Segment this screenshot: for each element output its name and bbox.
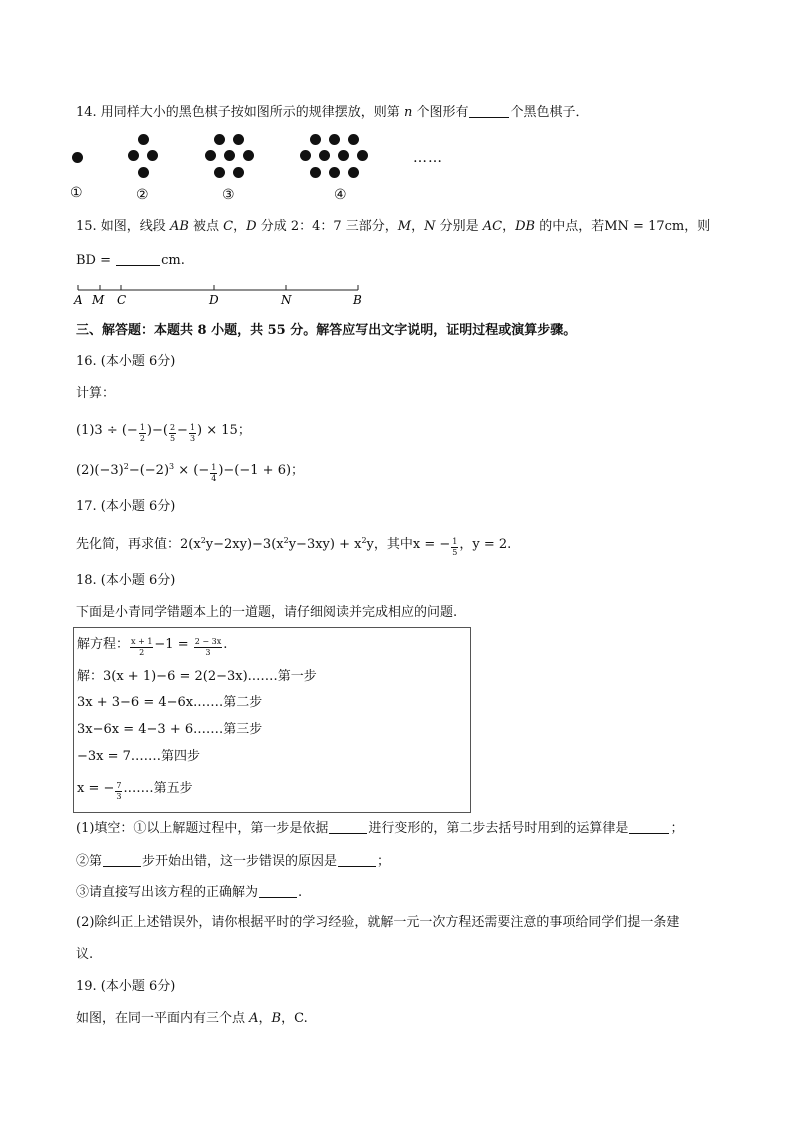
chess-piece: [233, 167, 244, 178]
q18-blank-law[interactable]: [629, 821, 669, 834]
chess-piece: [319, 150, 330, 161]
q15-unit: cm.: [161, 253, 185, 268]
q15-n: N: [424, 219, 436, 234]
q19-point-b: B: [271, 1011, 282, 1026]
q18-step1: 解：3(x + 1)−6 = 2(2−3x).……第一步: [77, 669, 317, 684]
fraction: [189, 423, 196, 444]
q18-blank-basis[interactable]: [329, 821, 367, 834]
q16-p2-b: −(−2): [128, 463, 170, 478]
q19-b: ，C.: [281, 1011, 308, 1026]
fraction-denominator: 4: [211, 474, 217, 483]
q18-sub1-a: (1)填空：①以上解题过程中，第一步是依据: [76, 821, 329, 836]
point-label-n: N: [281, 293, 292, 307]
q18-blank-reason[interactable]: [338, 854, 376, 867]
chess-piece: [310, 167, 321, 178]
q16-p2-a: (2)(−3): [76, 463, 124, 478]
q17-d: y，其中x = −: [366, 537, 451, 552]
q18-title: 18. (本小题 6分): [76, 573, 176, 588]
fraction-numerator: 1: [452, 537, 458, 546]
fraction-numerator: 1: [189, 423, 196, 432]
point-label-m: M: [92, 293, 105, 307]
q19-title: 19. (本小题 6分): [76, 979, 176, 994]
q14-var: n: [403, 105, 413, 120]
fraction: [210, 463, 217, 484]
chess-piece: [300, 150, 311, 161]
exponent: 2: [361, 536, 367, 545]
q18-step5: [77, 780, 193, 802]
q16-part2: [76, 462, 304, 484]
q16-p2-d: )−(−1 + 6)；: [218, 463, 305, 478]
q16-p1-b: )−(: [146, 423, 168, 438]
q19-a: 如图，在同一平面内有三个点: [76, 1011, 250, 1026]
q15-segment-diagram: [70, 280, 370, 308]
chess-piece: [338, 150, 349, 161]
q14-middle: 个图形有: [412, 105, 469, 120]
chess-piece: [348, 134, 359, 145]
figure-label-2: ②: [136, 187, 149, 203]
q18-sub1-b: 进行变形的，第二步去括号时用到的运算律是: [368, 821, 629, 836]
chess-piece: [233, 134, 244, 145]
chess-piece: [329, 134, 340, 145]
q16-p1-a: (1)3 ÷ (−: [76, 423, 138, 438]
q18-step5-a: x = −: [77, 781, 115, 796]
q16-p2-c: × (−: [174, 463, 210, 478]
fraction-denominator: 3: [116, 792, 122, 801]
q17-a: 先化简，再求值：2(x: [76, 537, 201, 552]
q14-prefix: 14. 用同样大小的黑色棋子按如图所示的规律摆放，则第: [76, 105, 404, 120]
fraction-denominator: 2: [139, 434, 145, 443]
q15-m: M: [397, 219, 412, 234]
q18-blank-step[interactable]: [103, 854, 141, 867]
q14-answer-blank[interactable]: [469, 105, 509, 118]
section3-text-c: 分。解答应写出文字说明，证明过程或演算步骤。: [285, 323, 577, 338]
q15-text-b: 被点: [188, 219, 224, 234]
point-label-b: B: [353, 293, 362, 307]
chess-piece: [243, 150, 254, 161]
q18-eq-label: 解方程：: [77, 637, 130, 652]
point-label-d: D: [209, 293, 219, 307]
exponent: 3: [169, 462, 175, 471]
q18-sub4-line1: (2)除纠正上述错误外，请你根据平时的学习经验，就解一元一次方程还需要注意的事项给同学们提一条建: [76, 915, 680, 930]
fraction-numerator: 2: [169, 423, 176, 432]
fraction: [169, 423, 176, 444]
q18-step5-b: .……第五步: [123, 781, 193, 796]
q19-point-a: A: [249, 1011, 259, 1026]
chess-piece: [214, 134, 225, 145]
chess-piece: [329, 167, 340, 178]
q15-text-c: 分成 2：4：7 三部分，: [256, 219, 398, 234]
exponent: 2: [283, 536, 289, 545]
q18-sub2: [76, 853, 390, 871]
q15-c: C: [223, 219, 234, 234]
q15-db: DB: [515, 219, 536, 234]
chess-piece: [138, 167, 149, 178]
fraction-denominator: 5: [169, 434, 176, 443]
q18-sub1-c: ；: [670, 821, 684, 836]
q16-p1-c: −: [177, 423, 188, 438]
q18-eq-c: .: [223, 637, 228, 652]
q14-text: [76, 104, 588, 122]
point-label-c: C: [117, 293, 127, 307]
section3-heading: [76, 322, 576, 340]
q15-ab: AB: [169, 219, 189, 234]
fraction-numerator: 1: [211, 463, 217, 472]
chess-piece: [72, 152, 83, 163]
q18-sub4-line2: 议.: [76, 947, 94, 962]
q18-intro: 下面是小青同学错题本上的一道题，请仔细阅读并完成相应的问题.: [76, 605, 458, 620]
chess-piece: [214, 167, 225, 178]
chess-piece: [205, 150, 216, 161]
fraction-denominator: 5: [452, 548, 458, 557]
q18-equation: [77, 636, 227, 658]
fraction-numerator: x + 1: [131, 637, 153, 646]
fraction-denominator: 3: [205, 648, 211, 657]
section3-text-a: 三、解答题：本题共: [76, 323, 198, 338]
q14-ellipsis: ……: [413, 150, 443, 166]
q18-blank-solution[interactable]: [259, 885, 297, 898]
chess-piece: [310, 134, 321, 145]
fraction-numerator: 7: [116, 781, 122, 790]
chess-piece: [138, 134, 149, 145]
q15-ac: AC: [482, 219, 503, 234]
q18-eq-b: −1 =: [154, 637, 193, 652]
q18-sub1: [76, 820, 683, 838]
fraction-denominator: 2: [139, 648, 145, 657]
section3-text-b: 小题，共: [206, 323, 268, 338]
q18-solution-box: [73, 627, 471, 813]
q17-body: [76, 536, 511, 558]
fraction-numerator: 2 − 3x: [194, 637, 222, 646]
q19-sep1: ，: [258, 1011, 272, 1026]
exponent: 2: [200, 536, 206, 545]
q15-text-e: 的中点，若MN = 17cm，则: [535, 219, 711, 234]
fraction: [130, 637, 153, 658]
fraction: [451, 537, 458, 558]
q18-step4: −3x = 7.……第四步: [77, 749, 201, 764]
q17-c: y−3xy) + x: [288, 537, 362, 552]
section3-count: 8: [197, 323, 207, 338]
q15-sep1: ，: [233, 219, 247, 234]
q18-sub3-b: .: [298, 885, 303, 900]
q17-title: 17. (本小题 6分): [76, 499, 176, 514]
q16-p1-d: ) × 15；: [197, 423, 251, 438]
figure-label-4: ④: [334, 187, 347, 203]
q15-line2: [76, 252, 185, 270]
q14-suffix: 个黑色棋子．: [510, 105, 589, 120]
q14-figure: [60, 125, 480, 215]
exponent: 2: [123, 462, 129, 471]
q18-sub3: [76, 884, 302, 902]
chess-piece: [224, 150, 235, 161]
q19-body: [76, 1010, 308, 1028]
q15-sep3: ，: [502, 219, 516, 234]
chess-piece: [348, 167, 359, 178]
q18-step3: 3x−6x = 4−3 + 6.……第三步: [77, 722, 263, 737]
section3-score: 55: [267, 323, 286, 338]
q15-text-a: 15. 如图，线段: [76, 219, 170, 234]
figure-label-1: ①: [70, 185, 83, 201]
point-label-a: A: [74, 293, 83, 307]
fraction: [139, 423, 146, 444]
q18-sub2-c: ；: [377, 854, 391, 869]
chess-piece: [147, 150, 158, 161]
q17-e: ，y = 2.: [459, 537, 512, 552]
q15-text-d: 分别是: [435, 219, 483, 234]
q15-sep2: ，: [411, 219, 425, 234]
chess-piece: [128, 150, 139, 161]
q16-title: 16. (本小题 6分): [76, 354, 176, 369]
q16-part1: [76, 422, 251, 444]
q17-b: y−2xy)−3(x: [205, 537, 284, 552]
q18-sub2-b: 步开始出错，这一步错误的原因是: [142, 854, 338, 869]
fraction: [194, 637, 222, 658]
q15-bd-label: BD =: [76, 253, 116, 268]
chess-piece: [357, 150, 368, 161]
fraction-denominator: 3: [189, 434, 196, 443]
q18-sub3-a: ③请直接写出该方程的正确解为: [76, 885, 259, 900]
q15-answer-blank[interactable]: [116, 253, 160, 266]
fraction-numerator: 1: [139, 423, 145, 432]
figure-label-3: ③: [222, 187, 235, 203]
q18-sub2-a: ②第: [76, 854, 103, 869]
q15-line1: [76, 218, 710, 236]
fraction: [115, 781, 122, 802]
q16-intro: 计算：: [76, 386, 116, 401]
q18-step2: 3x + 3−6 = 4−6x.……第二步: [77, 695, 263, 710]
q15-d: D: [246, 219, 257, 234]
